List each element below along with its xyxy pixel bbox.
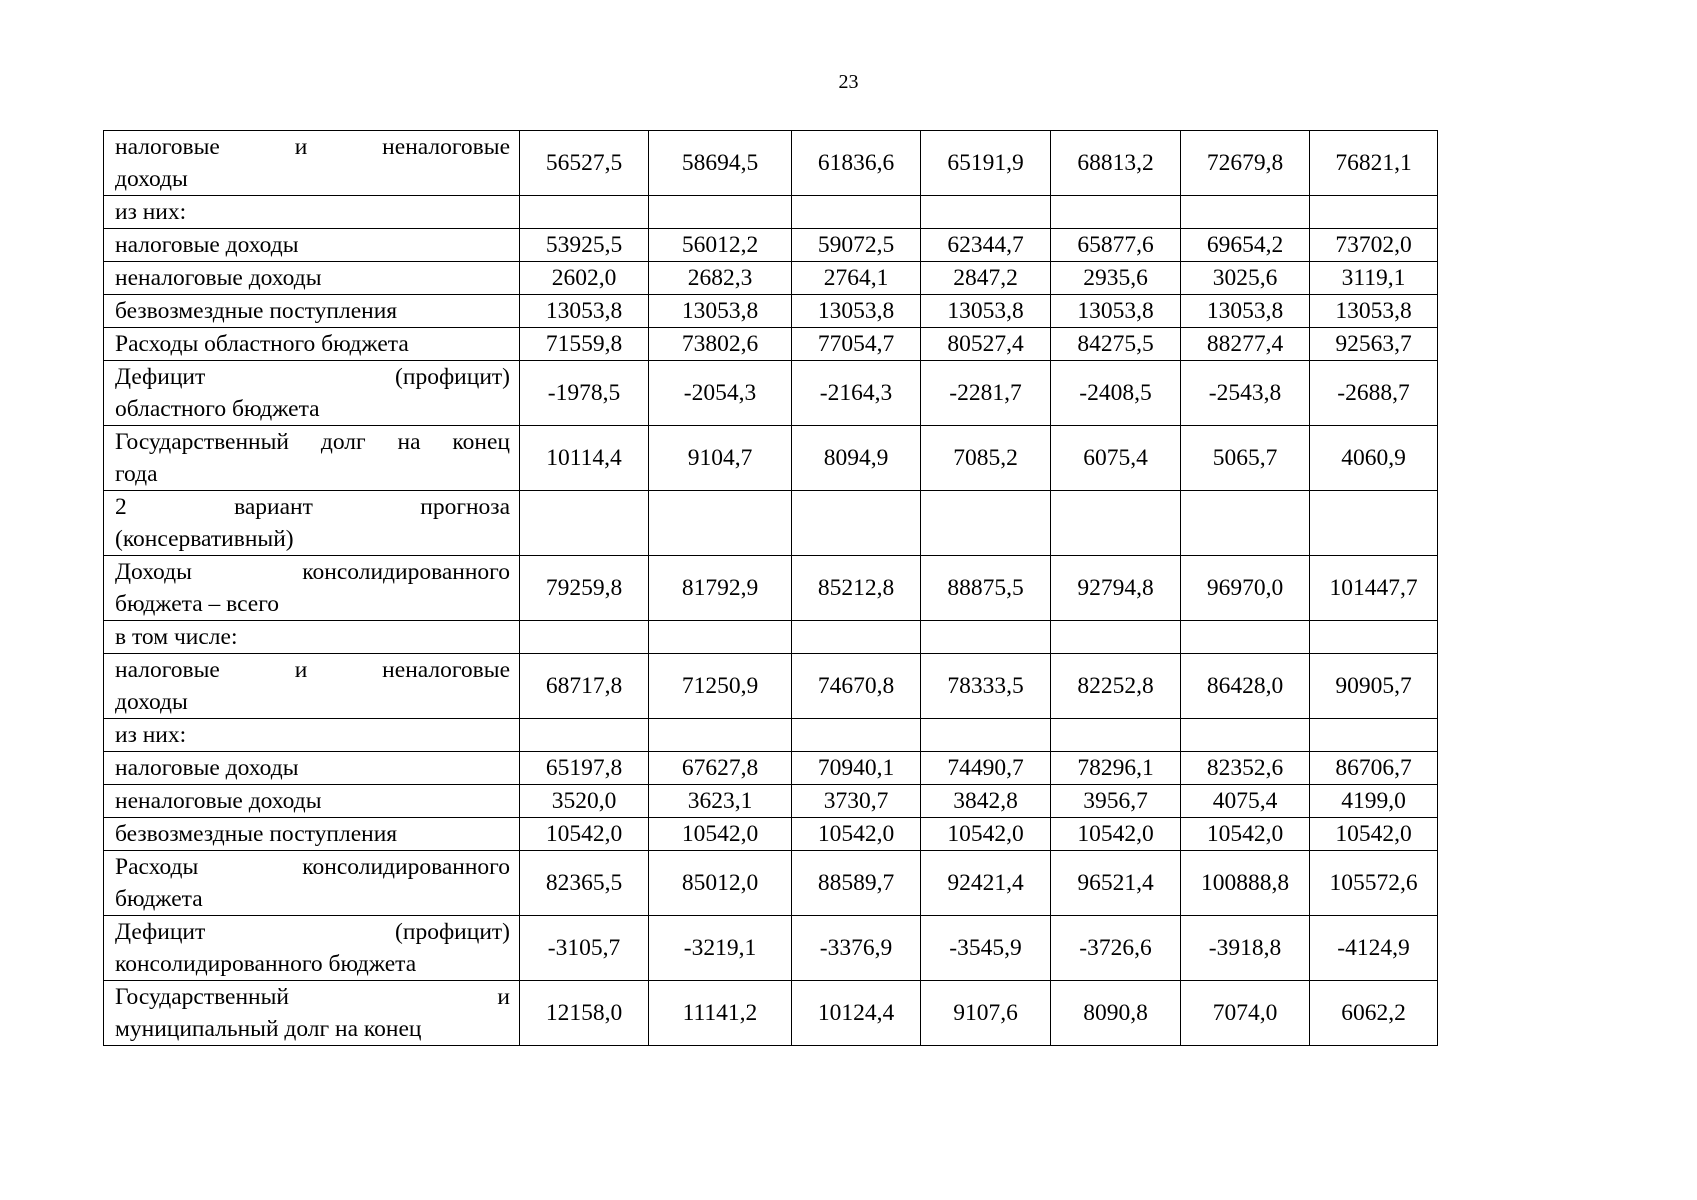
value-cell: 65197,8 [520, 752, 649, 785]
value-cell: 10542,0 [649, 818, 792, 851]
value-cell: 100888,8 [1181, 851, 1310, 916]
value-cell: 80527,4 [921, 328, 1051, 361]
row-label-line: муниципальный долг на конец [115, 1016, 422, 1042]
row-label-line: налоговые и неналоговые [115, 657, 510, 683]
value-cell: 13053,8 [921, 295, 1051, 328]
value-cell: 3956,7 [1051, 785, 1181, 818]
value-cell [1051, 196, 1181, 229]
value-cell: -3105,7 [520, 916, 649, 981]
row-label-line: Расходы консолидированного [115, 854, 510, 880]
value-cell: -2054,3 [649, 361, 792, 426]
row-label [104, 131, 520, 196]
table-row [104, 361, 1438, 426]
row-label-line: налоговые доходы [115, 755, 299, 781]
value-cell [792, 491, 921, 556]
value-cell: 10114,4 [520, 426, 649, 491]
value-cell: 2682,3 [649, 262, 792, 295]
row-label [104, 654, 520, 719]
value-cell: 71250,9 [649, 654, 792, 719]
value-cell [520, 196, 649, 229]
row-label [104, 621, 520, 654]
row-label [104, 556, 520, 621]
value-cell: 101447,7 [1310, 556, 1438, 621]
value-cell: 92794,8 [1051, 556, 1181, 621]
value-cell: 62344,7 [921, 229, 1051, 262]
value-cell: 71559,8 [520, 328, 649, 361]
value-cell: 4199,0 [1310, 785, 1438, 818]
value-cell [792, 719, 921, 752]
value-cell [649, 196, 792, 229]
value-cell [921, 196, 1051, 229]
value-cell: 10542,0 [1181, 818, 1310, 851]
row-label [104, 491, 520, 556]
value-cell: 88277,4 [1181, 328, 1310, 361]
row-label-line: налоговые доходы [115, 232, 299, 258]
table-row [104, 295, 1438, 328]
value-cell: 58694,5 [649, 131, 792, 196]
value-cell: -2164,3 [792, 361, 921, 426]
value-cell: -3219,1 [649, 916, 792, 981]
value-cell: 72679,8 [1181, 131, 1310, 196]
table-row [104, 131, 1438, 196]
value-cell: 88875,5 [921, 556, 1051, 621]
value-cell: 13053,8 [1051, 295, 1181, 328]
value-cell [649, 491, 792, 556]
value-cell: 4075,4 [1181, 785, 1310, 818]
value-cell: -3545,9 [921, 916, 1051, 981]
value-cell: 3623,1 [649, 785, 792, 818]
value-cell: 56527,5 [520, 131, 649, 196]
table-row [104, 262, 1438, 295]
row-label-line: доходы [115, 689, 188, 715]
value-cell [1310, 719, 1438, 752]
value-cell [520, 621, 649, 654]
value-cell [1310, 491, 1438, 556]
value-cell: 78296,1 [1051, 752, 1181, 785]
value-cell: 73802,6 [649, 328, 792, 361]
row-label-line: безвозмездные поступления [115, 298, 398, 324]
value-cell: -2688,7 [1310, 361, 1438, 426]
value-cell: 65191,9 [921, 131, 1051, 196]
row-label-line: в том числе: [115, 624, 238, 650]
row-label [104, 229, 520, 262]
row-label-line: из них: [115, 199, 187, 225]
table-row [104, 426, 1438, 491]
value-cell: 3520,0 [520, 785, 649, 818]
row-label-line: 2 вариант прогноза [115, 494, 510, 520]
table-row [104, 229, 1438, 262]
value-cell: 4060,9 [1310, 426, 1438, 491]
table-body [104, 131, 1438, 1046]
row-label [104, 851, 520, 916]
value-cell: -3918,8 [1181, 916, 1310, 981]
table-row [104, 818, 1438, 851]
value-cell: 86428,0 [1181, 654, 1310, 719]
row-label [104, 196, 520, 229]
row-label-line: Государственный и [115, 984, 510, 1010]
value-cell [649, 719, 792, 752]
value-cell: 67627,8 [649, 752, 792, 785]
value-cell: 2602,0 [520, 262, 649, 295]
value-cell: 90905,7 [1310, 654, 1438, 719]
value-cell: 70940,1 [792, 752, 921, 785]
value-cell [921, 491, 1051, 556]
value-cell [921, 719, 1051, 752]
table-row [104, 556, 1438, 621]
table-row [104, 654, 1438, 719]
row-label-line: бюджета [115, 886, 203, 912]
value-cell: 13053,8 [1181, 295, 1310, 328]
value-cell: 69654,2 [1181, 229, 1310, 262]
value-cell [1310, 196, 1438, 229]
value-cell [520, 719, 649, 752]
row-label-line: налоговые и неналоговые [115, 134, 510, 160]
value-cell: 61836,6 [792, 131, 921, 196]
value-cell: 13053,8 [792, 295, 921, 328]
value-cell: -3376,9 [792, 916, 921, 981]
row-label [104, 752, 520, 785]
value-cell [792, 621, 921, 654]
value-cell: 2935,6 [1051, 262, 1181, 295]
value-cell [1051, 491, 1181, 556]
row-label-line: неналоговые доходы [115, 265, 322, 291]
row-label-line: Расходы областного бюджета [115, 331, 409, 357]
value-cell: -4124,9 [1310, 916, 1438, 981]
row-label-line: Доходы консолидированного [115, 559, 510, 585]
value-cell: 74490,7 [921, 752, 1051, 785]
value-cell: 76821,1 [1310, 131, 1438, 196]
value-cell: 10542,0 [921, 818, 1051, 851]
table-row [104, 752, 1438, 785]
value-cell: 96521,4 [1051, 851, 1181, 916]
row-label-line: Дефицит (профицит) [115, 364, 510, 390]
value-cell: 3730,7 [792, 785, 921, 818]
value-cell: 85012,0 [649, 851, 792, 916]
value-cell: 85212,8 [792, 556, 921, 621]
value-cell: 2847,2 [921, 262, 1051, 295]
value-cell [520, 491, 649, 556]
value-cell [1310, 621, 1438, 654]
value-cell [921, 621, 1051, 654]
value-cell: 68717,8 [520, 654, 649, 719]
value-cell: 105572,6 [1310, 851, 1438, 916]
value-cell: 86706,7 [1310, 752, 1438, 785]
row-label-line: Государственный долг на конец [115, 429, 510, 455]
value-cell: 78333,5 [921, 654, 1051, 719]
table-row [104, 621, 1438, 654]
value-cell: 56012,2 [649, 229, 792, 262]
row-label-line: доходы [115, 166, 188, 192]
value-cell [1051, 719, 1181, 752]
value-cell: 6062,2 [1310, 981, 1438, 1046]
value-cell: 73702,0 [1310, 229, 1438, 262]
value-cell [1181, 491, 1310, 556]
table-row [104, 719, 1438, 752]
row-label [104, 361, 520, 426]
value-cell: 82252,8 [1051, 654, 1181, 719]
row-label [104, 818, 520, 851]
value-cell [792, 196, 921, 229]
value-cell: 81792,9 [649, 556, 792, 621]
value-cell: 5065,7 [1181, 426, 1310, 491]
value-cell [649, 621, 792, 654]
row-label-line: (консервативный) [115, 526, 294, 552]
value-cell: 7085,2 [921, 426, 1051, 491]
row-label [104, 295, 520, 328]
row-label [104, 981, 520, 1046]
value-cell: 82352,6 [1181, 752, 1310, 785]
value-cell [1181, 719, 1310, 752]
value-cell: 10542,0 [1310, 818, 1438, 851]
value-cell: 9104,7 [649, 426, 792, 491]
value-cell: 8094,9 [792, 426, 921, 491]
value-cell: 8090,8 [1051, 981, 1181, 1046]
row-label-line: из них: [115, 722, 187, 748]
value-cell: 65877,6 [1051, 229, 1181, 262]
value-cell: 59072,5 [792, 229, 921, 262]
value-cell: -2281,7 [921, 361, 1051, 426]
value-cell: 6075,4 [1051, 426, 1181, 491]
row-label-line: Дефицит (профицит) [115, 919, 510, 945]
row-label [104, 262, 520, 295]
value-cell: -2408,5 [1051, 361, 1181, 426]
value-cell [1051, 621, 1181, 654]
value-cell: 7074,0 [1181, 981, 1310, 1046]
value-cell: 74670,8 [792, 654, 921, 719]
value-cell: 9107,6 [921, 981, 1051, 1046]
value-cell: 88589,7 [792, 851, 921, 916]
value-cell: 13053,8 [1310, 295, 1438, 328]
row-label-line: неналоговые доходы [115, 788, 322, 814]
row-label-line: консолидированного бюджета [115, 951, 417, 977]
row-label [104, 328, 520, 361]
table-row [104, 916, 1438, 981]
page-number: 23 [838, 71, 859, 93]
value-cell: 11141,2 [649, 981, 792, 1046]
table-row [104, 491, 1438, 556]
table-row [104, 328, 1438, 361]
value-cell: 92421,4 [921, 851, 1051, 916]
row-label-line: безвозмездные поступления [115, 821, 398, 847]
row-label [104, 426, 520, 491]
value-cell: 53925,5 [520, 229, 649, 262]
value-cell: 68813,2 [1051, 131, 1181, 196]
value-cell: 10124,4 [792, 981, 921, 1046]
table-row [104, 196, 1438, 229]
value-cell [1181, 621, 1310, 654]
table-row [104, 851, 1438, 916]
value-cell: 10542,0 [520, 818, 649, 851]
table-row [104, 981, 1438, 1046]
value-cell: 2764,1 [792, 262, 921, 295]
row-label-line: года [115, 461, 158, 487]
row-label [104, 916, 520, 981]
value-cell: 10542,0 [792, 818, 921, 851]
budget-forecast-table [103, 130, 1438, 1046]
value-cell: 13053,8 [520, 295, 649, 328]
value-cell: -2543,8 [1181, 361, 1310, 426]
value-cell: 3025,6 [1181, 262, 1310, 295]
value-cell: 92563,7 [1310, 328, 1438, 361]
value-cell [1181, 196, 1310, 229]
value-cell: 84275,5 [1051, 328, 1181, 361]
value-cell: 13053,8 [649, 295, 792, 328]
row-label [104, 719, 520, 752]
table-row [104, 785, 1438, 818]
value-cell: 77054,7 [792, 328, 921, 361]
value-cell: 10542,0 [1051, 818, 1181, 851]
value-cell: 96970,0 [1181, 556, 1310, 621]
value-cell: 79259,8 [520, 556, 649, 621]
value-cell: 3119,1 [1310, 262, 1438, 295]
value-cell: 82365,5 [520, 851, 649, 916]
row-label [104, 785, 520, 818]
value-cell: 12158,0 [520, 981, 649, 1046]
row-label-line: областного бюджета [115, 396, 320, 422]
value-cell: -1978,5 [520, 361, 649, 426]
value-cell: 3842,8 [921, 785, 1051, 818]
value-cell: -3726,6 [1051, 916, 1181, 981]
row-label-line: бюджета – всего [115, 591, 280, 617]
